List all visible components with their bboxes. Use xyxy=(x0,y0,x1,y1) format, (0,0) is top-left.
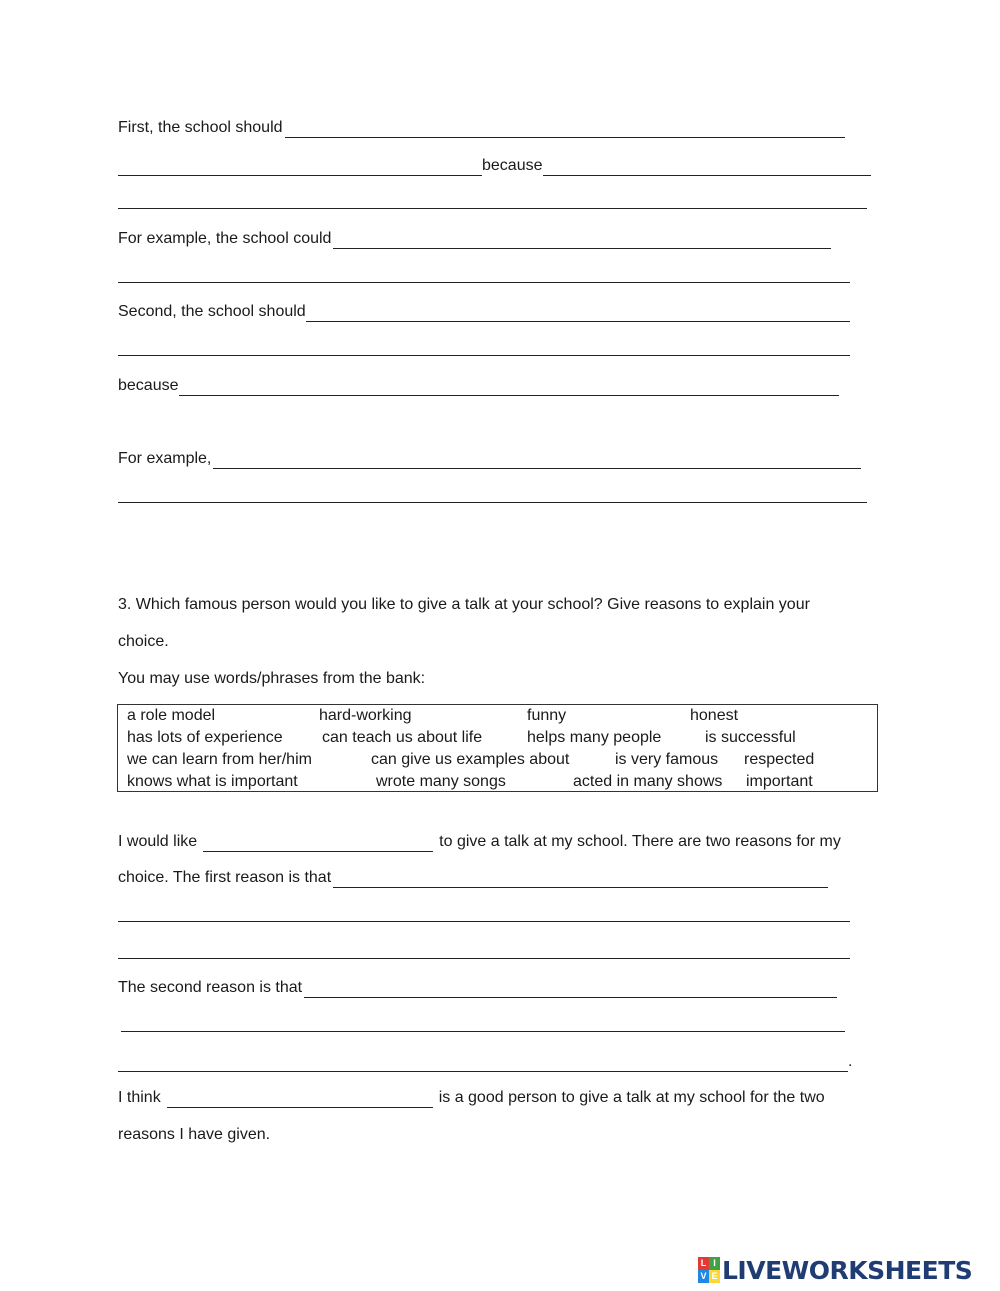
bank-word: honest xyxy=(690,707,739,724)
bank-word: respected xyxy=(744,751,815,768)
prompt-second-school-should xyxy=(118,302,850,322)
person-blank[interactable] xyxy=(167,1091,433,1108)
bank-word: wrote many songs xyxy=(376,773,506,790)
prompt-first-school-should xyxy=(118,118,847,138)
answer-blank[interactable] xyxy=(118,266,850,283)
prompt-text: because xyxy=(118,377,179,394)
bank-word: is very famous xyxy=(615,751,719,768)
bank-word: is successful xyxy=(705,729,796,746)
prompt-because-1 xyxy=(118,156,871,176)
bank-word: funny xyxy=(527,707,567,724)
prompt-text: First, the school should xyxy=(118,119,283,136)
answer-blank[interactable] xyxy=(304,981,837,998)
answer-blank[interactable] xyxy=(118,942,850,959)
logo-letter: L xyxy=(698,1257,709,1270)
bank-word: helps many people xyxy=(527,729,662,746)
answer-blank[interactable] xyxy=(118,159,482,176)
prompt-text: is a good person to give a talk at my school for the two xyxy=(438,1089,825,1106)
prompt-second-reason xyxy=(118,978,839,998)
bank-word: has lots of experience xyxy=(127,729,283,746)
question-text: 3. Which famous person would you like to give a talk at your school? Give reasons to explain your xyxy=(118,596,810,613)
bank-word: hard-working xyxy=(319,707,412,724)
bank-word: can teach us about life xyxy=(322,729,483,746)
answer-blank[interactable] xyxy=(121,1015,845,1032)
bank-word: knows what is important xyxy=(127,773,298,790)
prompt-text: For example, xyxy=(118,450,212,467)
closing-line xyxy=(118,1125,270,1145)
answer-blank[interactable] xyxy=(118,486,867,503)
question-text: choice. xyxy=(118,633,169,650)
bank-intro xyxy=(118,669,425,689)
prompt-text: to give a talk at my school. There are two reasons for my xyxy=(439,833,841,850)
question-3 xyxy=(118,595,810,615)
blank-line xyxy=(118,905,850,922)
answer-blank[interactable] xyxy=(213,452,861,469)
answer-blank[interactable] xyxy=(306,305,850,322)
bank-word: a role model xyxy=(127,707,216,724)
bank-intro-text: You may use words/phrases from the bank: xyxy=(118,670,426,687)
prompt-text: The second reason is that xyxy=(118,979,303,996)
blank-line xyxy=(121,1015,845,1032)
closing-text: reasons I have given. xyxy=(118,1126,271,1143)
logo-icon xyxy=(698,1257,720,1283)
prompt-text: because xyxy=(482,157,543,174)
prompt-text: choice. The first reason is that xyxy=(118,869,332,886)
blank-line xyxy=(118,192,867,209)
prompt-for-example xyxy=(118,449,863,469)
bank-word: important xyxy=(746,773,813,790)
prompt-because-2 xyxy=(118,376,839,396)
prompt-text: I would like xyxy=(118,833,198,850)
blank-line xyxy=(118,339,850,356)
answer-blank[interactable] xyxy=(333,232,831,249)
logo-letter: E xyxy=(709,1270,720,1283)
answer-blank[interactable] xyxy=(118,905,850,922)
answer-blank[interactable] xyxy=(333,871,828,888)
prompt-text: I think xyxy=(118,1089,161,1106)
prompt-i-think xyxy=(118,1088,825,1108)
prompt-for-example-could xyxy=(118,229,833,249)
prompt-text: Second, the school should xyxy=(118,303,306,320)
period: . xyxy=(848,1053,853,1070)
liveworksheets-logo xyxy=(698,1256,972,1284)
logo-letter: I xyxy=(709,1257,720,1270)
answer-blank[interactable] xyxy=(118,192,867,209)
blank-line xyxy=(118,942,850,959)
answer-blank[interactable] xyxy=(543,159,871,176)
bank-word: acted in many shows xyxy=(573,773,723,790)
blank-line xyxy=(118,486,867,503)
question-3-cont xyxy=(118,632,169,652)
prompt-would-like xyxy=(118,832,841,852)
logo-letter: V xyxy=(698,1270,709,1283)
blank-line-period xyxy=(118,1052,852,1072)
answer-blank[interactable] xyxy=(179,379,839,396)
prompt-first-reason xyxy=(118,868,830,888)
answer-blank[interactable] xyxy=(118,339,850,356)
bank-word: can give us examples about xyxy=(371,751,570,768)
blank-line xyxy=(118,266,850,283)
answer-blank[interactable] xyxy=(285,121,845,138)
person-blank[interactable] xyxy=(203,835,433,852)
word-bank xyxy=(117,704,878,792)
prompt-text: For example, the school could xyxy=(118,230,332,247)
answer-blank[interactable] xyxy=(118,1055,848,1072)
logo-text: LIVEWORKSHEETS xyxy=(722,1255,973,1285)
bank-word: we can learn from her/him xyxy=(127,751,312,768)
